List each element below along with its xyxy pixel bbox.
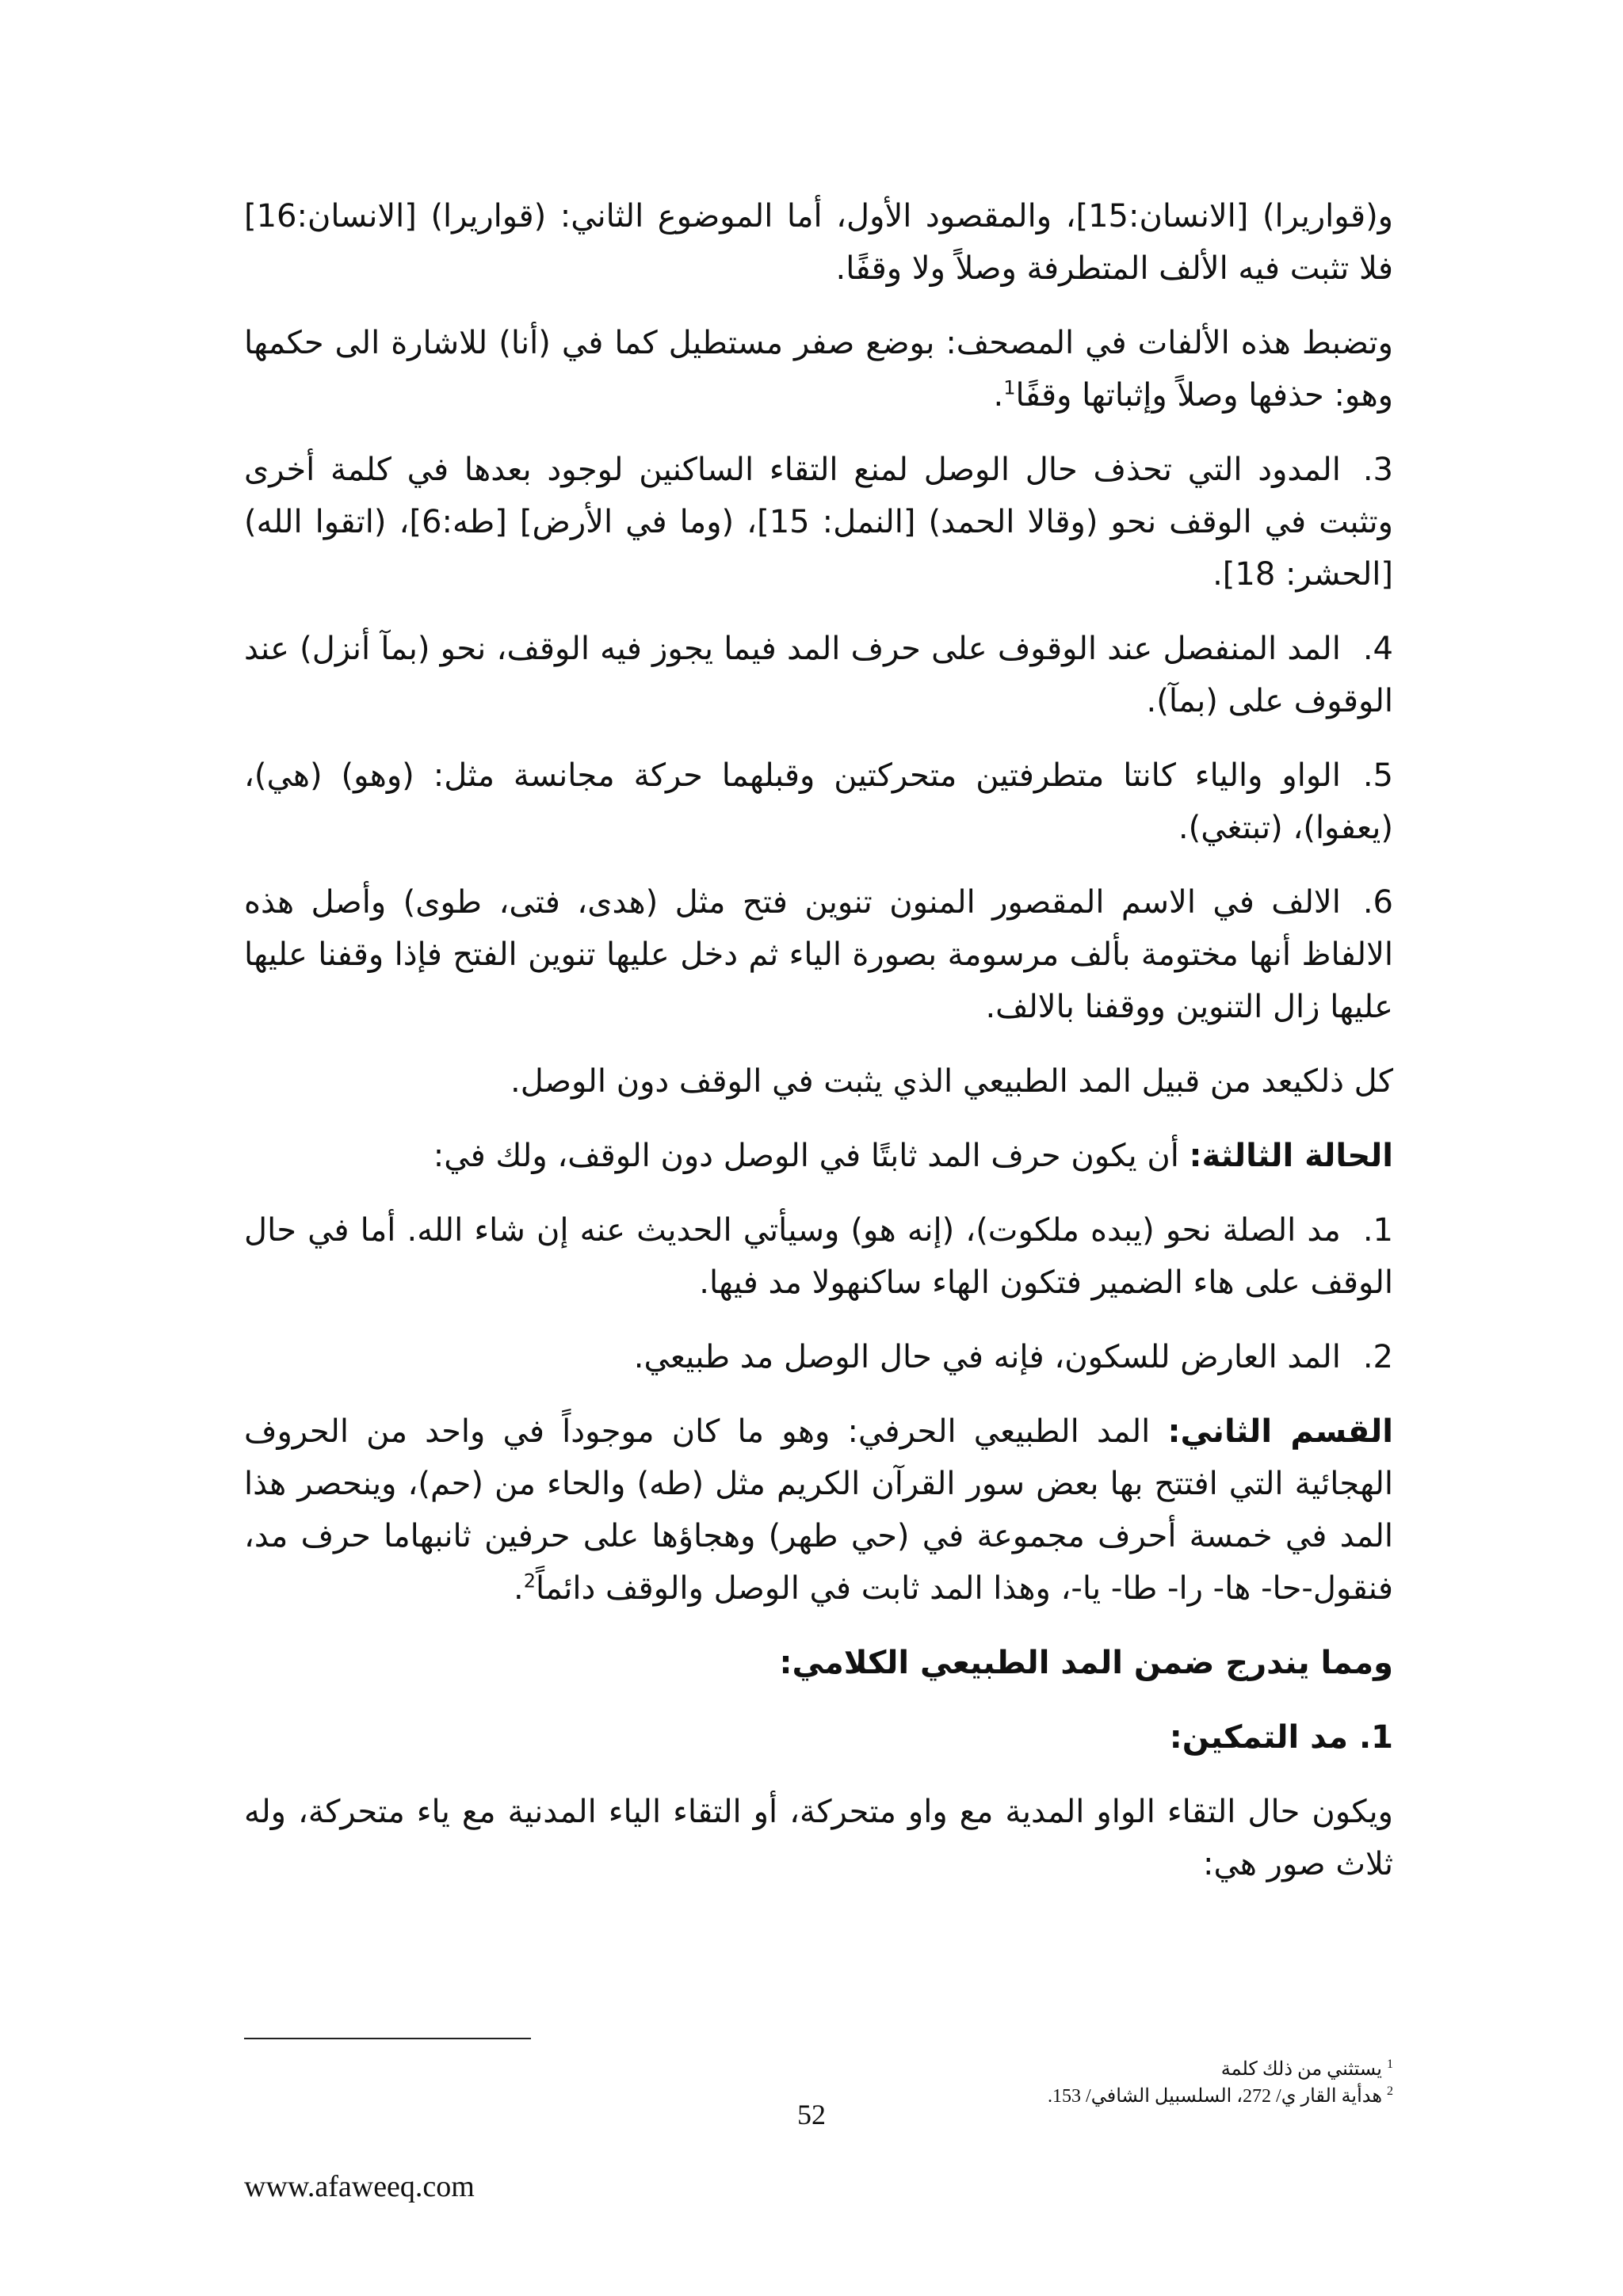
- item-number: 1.: [1362, 1212, 1393, 1249]
- item-number: 6.: [1362, 884, 1393, 921]
- numbered-item: 1.مد الصلة نحو (يبده ملكوت)، (إنه هو) وسيأتي الحديث عنه إن شاء الله. أما في حال الوقف على هاء الضمير فتكون الهاء ساكنهولا مد فيها.: [244, 1204, 1393, 1309]
- footnote-mark: 1: [1387, 2058, 1393, 2071]
- item-number: 3.: [1362, 452, 1393, 488]
- footnote-ref: 2: [523, 1569, 536, 1592]
- section-heading: 1. مد التمكين:: [1169, 1719, 1393, 1756]
- website-link[interactable]: www.afaweeq.com: [244, 2170, 475, 2203]
- footnote-mark: 2: [1387, 2084, 1393, 2098]
- numbered-item: 4.المد المنفصل عند الوقوف على حرف المد فيما يجوز فيه الوقف، نحو (بمآ أنزل) عند الوقوف على (بمآ).: [244, 623, 1393, 727]
- item-number: 5.: [1362, 757, 1393, 794]
- section-heading-line: [244, 1711, 1393, 1764]
- section-paragraph: القسم الثاني: المد الطبيعي الحرفي: وهو ما كان موجوداً في واحد من الحروف الهجائية التي افتتح بها بعض سور القرآن الكريم مثل (طه) والحاء من (حم)، وينحصر هذا المد في خمسة أحرف مجموعة في (حي طهر) وهجاؤها على حرفين ثانبهاما حرف مد، فنقول-حا- ها- را- طا- يا-، وهذا المد ثابت في الوصل والوقف دائماً$^2$.: [244, 1413, 1394, 1607]
- paragraph: كل ذلكيعد من قبيل المد الطبيعي الذي يثبت في الوقف دون الوصل.: [510, 1063, 1393, 1100]
- page-number: 52: [797, 2099, 826, 2130]
- footnote-divider: [244, 2038, 531, 2039]
- numbered-item: 3.المدود التي تحذف حال الوصل لمنع التقاء الساكنين لوجود بعدها في كلمة أخرى وتثبت في الوقف نحو (وقالا الحمد) [النمل: 15]، (وما في الأرض] [طه:6]، (اتقوا الله) [الحشر: 18].: [244, 444, 1393, 601]
- body-text: [244, 190, 1393, 1913]
- paragraph: ويكون حال التقاء الواو المدية مع واو متحركة، أو التقاء الياء المدنية مع ياء متحركة، وله ثلاث صور هي:: [244, 1794, 1393, 1882]
- numbered-item: 6.الالف في الاسم المقصور المنون تنوين فتح مثل (هدى، فتى، طوى) وأصل هذه الالفاظ أنها مختومة بألف مرسومة بصورة الياء ثم دخل عليها تنوين الفتح فإذا وقفنا عليها عليها زال التنوين ووقفنا بالالف.: [244, 876, 1393, 1033]
- item-number: 2.: [1362, 1339, 1393, 1375]
- section-heading: ومما يندرج ضمن المد الطبيعي الكلامي:: [779, 1645, 1393, 1681]
- section-heading: الحالة الثالثة:: [1189, 1138, 1393, 1174]
- numbered-item: 5.الواو والياء كانتا متطرفتين متحركتين وقبلهما حركة مجانسة مثل: (وهو) (هي)، (يعفوا)، (تبتغي).: [244, 749, 1393, 854]
- item-number: 4.: [1362, 631, 1393, 667]
- paragraph: وتضبط هذه الألفات في المصحف: بوضع صفر مستطيل كما في (أنا) للاشارة الى حكمها وهو: حذفها وصلاً وإثباتها وقفًا$^1$.: [244, 325, 1393, 414]
- section-heading-line: [244, 1637, 1393, 1689]
- footnote: $^2$ هدأية القار ي/ 272، السلسبيل الشافي/ 153.: [1048, 2084, 1393, 2107]
- footnote: $^1$ يستثني من ذلك كلمة: [1220, 2058, 1393, 2080]
- numbered-item: 2.المد العارض للسكون، فإنه في حال الوصل مد طبيعي.: [244, 1331, 1393, 1383]
- section-heading: القسم الثاني:: [1167, 1413, 1394, 1450]
- footnote-ref: 1: [1003, 376, 1016, 399]
- section-paragraph: الحالة الثالثة: أن يكون حرف المد ثابتًا في الوصل دون الوقف، ولك في:: [433, 1138, 1393, 1174]
- paragraph: و(قواريرا) [الانسان:15]، والمقصود الأول، أما الموضوع الثاني: (قواريرا) [الانسان:16] فلا تثبت فيه الألف المتطرفة وصلاً ولا وقفًا.: [244, 198, 1393, 287]
